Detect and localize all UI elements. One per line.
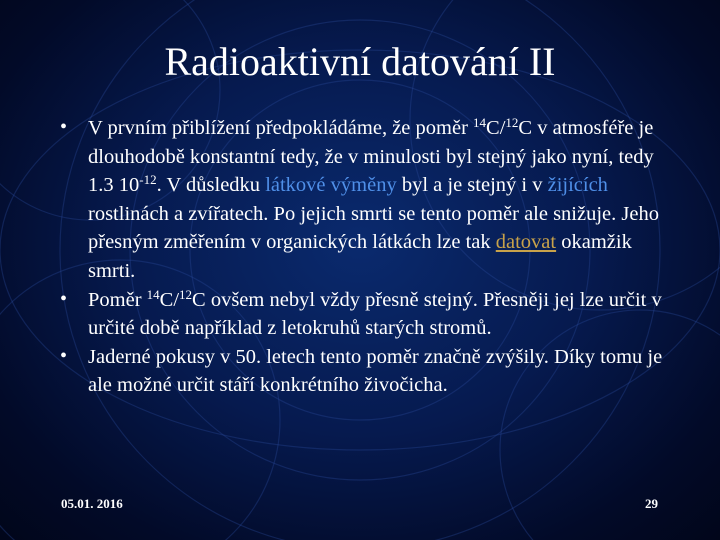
bullet-icon: • bbox=[60, 116, 68, 138]
bullet-icon: • bbox=[60, 344, 68, 367]
bullet-icon: • bbox=[60, 287, 68, 310]
text-run: byl a je stejný i v bbox=[396, 174, 548, 197]
page-number: 29 bbox=[645, 496, 658, 511]
superscript: 12 bbox=[179, 286, 193, 302]
text-run: C ovšem nebyl vždy přesně stejný. Přesněji jej lze určit v určité době například z letokruhů starých stromů. bbox=[88, 288, 662, 340]
hyperlink-datovat[interactable]: datovat bbox=[495, 231, 557, 254]
text-run: rostlinách a zvířatech. Po jejich smrti se tento poměr ale snižuje. Jeho přesným změřením v organických látkách lze tak bbox=[88, 202, 659, 254]
bullet-text bbox=[88, 286, 662, 340]
bullet-item-3 bbox=[58, 343, 668, 400]
text-run: Jaderné pokusy v 50. letech tento poměr značně zvýšily. Díky tomu je ale možné určit stáří konkrétního živočicha. bbox=[88, 345, 663, 397]
text-run: C/ bbox=[159, 288, 180, 311]
text-run: Poměr bbox=[88, 288, 147, 311]
superscript: -12 bbox=[139, 172, 157, 188]
footer-date: 05.01. 2016 bbox=[61, 496, 123, 511]
highlighted-term: látkové výměny bbox=[265, 174, 397, 197]
text-run: C v atmosféře je dlouhodobě konstantní tedy, že v minulosti byl stejný jako nyní, tedy 1.3 10 bbox=[88, 117, 654, 197]
text-run: . V důsledku bbox=[156, 174, 266, 197]
bullet-text bbox=[88, 117, 659, 282]
slide-title: Radioaktivní datování II bbox=[164, 39, 556, 84]
text-run: okamžik smrti. bbox=[88, 231, 632, 282]
superscript: 14 bbox=[146, 286, 160, 302]
bullet-list bbox=[58, 114, 668, 400]
highlighted-term: žijících bbox=[547, 174, 608, 197]
bullet-text bbox=[88, 346, 662, 397]
superscript: 14 bbox=[473, 115, 487, 130]
text-run: V prvním přiblížení předpokládáme, že poměr bbox=[88, 117, 474, 139]
superscript: 12 bbox=[505, 115, 519, 130]
bullet-item-1 bbox=[58, 114, 668, 286]
bullet-item-2 bbox=[58, 286, 668, 343]
text-run: C/ bbox=[486, 117, 506, 139]
